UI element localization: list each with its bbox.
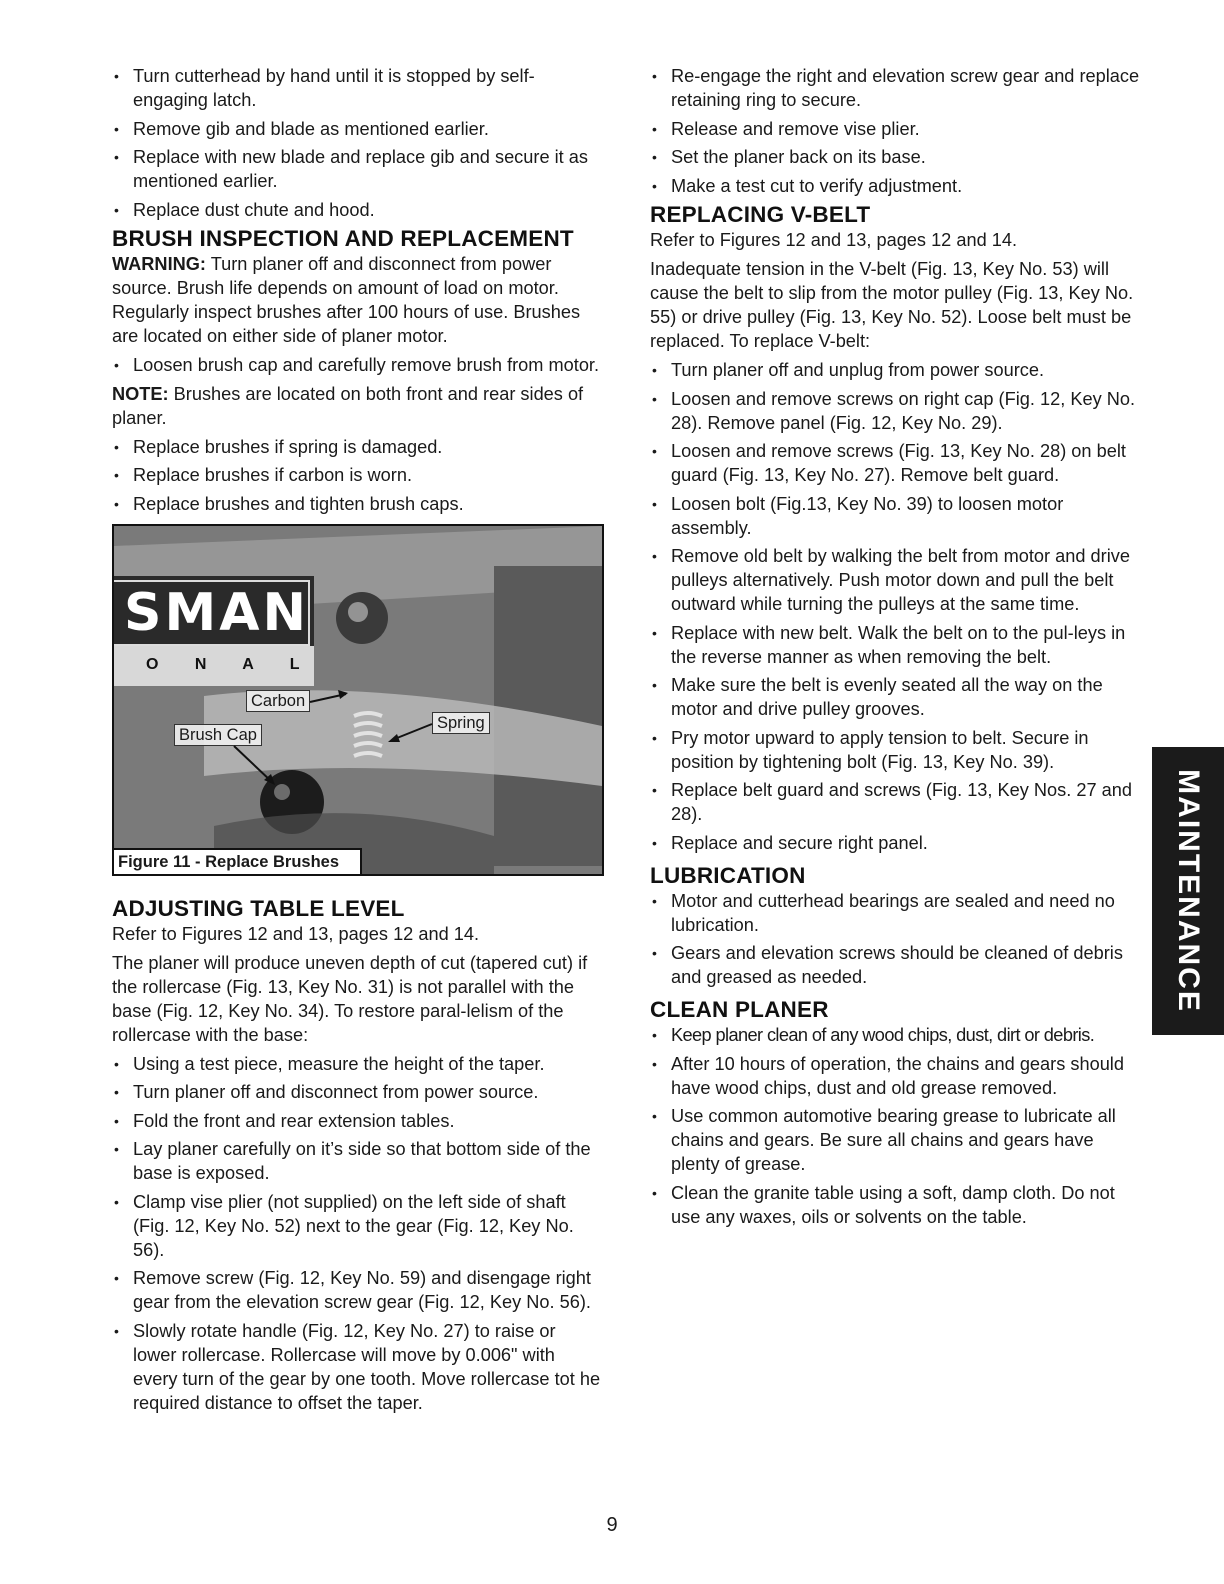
- list-item: • Turn planer off and unplug from power source.: [650, 358, 1142, 382]
- figure-caption: Figure 11 - Replace Brushes: [114, 848, 362, 874]
- table-level-ref: Refer to Figures 12 and 13, pages 12 and 14.: [112, 923, 480, 944]
- list-item: • Lay planer carefully on it’s side so that bottom side of the base is exposed.: [112, 1137, 602, 1185]
- note-label: NOTE:: [112, 383, 169, 404]
- callout-spring: Spring: [432, 712, 490, 734]
- list-item: • Replace brushes and tighten brush caps.: [112, 492, 602, 516]
- page-number: 9: [606, 1514, 618, 1536]
- warning-text: Turn planer off and disconnect from power source. Brush life depends on amount of load on motor. Regularly inspect brushes after 100 hours of use. Brushes are located on either side of planer motor.: [112, 254, 581, 346]
- list-item: • Replace brushes if carbon is worn.: [112, 463, 602, 487]
- brush-replace-list: [112, 435, 602, 516]
- list-item: • Loosen and remove screws on right cap (Fig. 12, Key No. 28). Remove panel (Fig. 12, Key No. 29).: [650, 387, 1142, 435]
- table-level-bullet-list: [112, 1052, 602, 1415]
- list-item: • Release and remove vise plier.: [650, 117, 1142, 141]
- list-item: • Set the planer back on its base.: [650, 145, 1142, 169]
- list-item: • Re-engage the right and elevation screw gear and replace retaining ring to secure.: [650, 64, 1142, 112]
- lubrication-heading: LUBRICATION: [650, 862, 806, 888]
- table-level-heading: ADJUSTING TABLE LEVEL: [112, 895, 405, 921]
- list-item: • Remove gib and blade as mentioned earlier.: [112, 117, 602, 141]
- vbelt-heading: REPLACING V-BELT: [650, 202, 871, 227]
- brand-logo-sub: O N A L: [146, 655, 316, 673]
- intro-bullet-list: [112, 64, 602, 222]
- list-item: • Fold the front and rear extension tables.: [112, 1109, 602, 1133]
- list-item: • Replace brushes if spring is damaged.: [112, 435, 602, 459]
- list-item: • Gears and elevation screws should be cleaned of debris and greased as needed.: [650, 941, 1142, 989]
- list-item: • Remove old belt by walking the belt from motor and drive pulleys alternatively. Push motor down and pull the belt outward while turning the pulleys at the same time.: [650, 544, 1142, 616]
- list-item: • Keep planer clean of any wood chips, dust, dirt or debris.: [650, 1023, 1142, 1047]
- list-item: • Loosen bolt (Fig.13, Key No. 39) to loosen motor assembly.: [650, 492, 1142, 540]
- brush-warning: [112, 252, 602, 348]
- list-item: • Motor and cutterhead bearings are sealed and need no lubrication.: [650, 889, 1142, 937]
- vbelt-bullet-list: [650, 358, 1142, 855]
- callout-arrows: [114, 526, 602, 874]
- list-item: • Replace with new blade and replace gib and secure it as mentioned earlier.: [112, 145, 602, 193]
- list-item: • Replace belt guard and screws (Fig. 13, Key Nos. 27 and 28).: [650, 778, 1142, 826]
- list-item: • Loosen brush cap and carefully remove brush from motor.: [112, 353, 602, 377]
- left-column: [112, 64, 602, 1419]
- list-item: • Pry motor upward to apply tension to belt. Secure in position by tightening bolt (Fig. 13, Key No. 39).: [650, 726, 1142, 774]
- right-column: [650, 64, 1142, 1233]
- list-item: • After 10 hours of operation, the chains and gears should have wood chips, dust and old grease removed.: [650, 1052, 1142, 1100]
- figure-brush-photo: [112, 524, 604, 876]
- list-item: • Slowly rotate handle (Fig. 12, Key No. 27) to raise or lower rollercase. Rollercase will move by 0.006" with every turn of the gear by one tooth. Move rollercase tot he required distance to offset the taper.: [112, 1319, 602, 1415]
- clean-planer-bullet-list: [650, 1023, 1142, 1229]
- list-item: • Clamp vise plier (not supplied) on the left side of shaft (Fig. 12, Key No. 52) next to the gear (Fig. 12, Key No. 56).: [112, 1190, 602, 1262]
- list-item: • Replace with new belt. Walk the belt on to the pul-leys in the reverse manner as when removing the belt.: [650, 621, 1142, 669]
- vbelt-ref: Refer to Figures 12 and 13, pages 12 and 14.: [650, 230, 1018, 250]
- callout-brush-cap: Brush Cap: [174, 724, 262, 746]
- clean-planer-heading: CLEAN PLANER: [650, 997, 829, 1022]
- section-side-tab: [1152, 747, 1224, 1035]
- list-item: • Clean the granite table using a soft, damp cloth. Do not use any waxes, oils or solvents on the table.: [650, 1181, 1142, 1229]
- vbelt-para: Inadequate tension in the V-belt (Fig. 13, Key No. 53) will cause the belt to slip from the motor pulley (Fig. 13, Key No. 55) or drive pulley (Fig. 13, Key No. 52). Loose belt must be replaced. To replace V-belt:: [650, 259, 1134, 351]
- table-level-para: The planer will produce uneven depth of cut (tapered cut) if the rollercase (Fig. 13, Key No. 31) is not parallel with the base (Fig. 12, Key No. 34). To restore paral-lelism of the rollercase with the base:: [112, 952, 588, 1045]
- list-item: • Turn planer off and disconnect from power source.: [112, 1080, 602, 1104]
- list-item: • Use common automotive bearing grease to lubricate all chains and gears. Be sure all chains and gears have plenty of grease.: [650, 1104, 1142, 1176]
- list-item: • Replace and secure right panel.: [650, 831, 1142, 855]
- brush-bullet-list: [112, 353, 602, 377]
- intro-bullet-list: [650, 64, 1142, 198]
- note-text: Brushes are located on both front and rear sides of planer.: [112, 383, 584, 428]
- list-item: • Replace dust chute and hood.: [112, 198, 602, 222]
- callout-carbon: Carbon: [246, 690, 310, 712]
- list-item: • Make a test cut to verify adjustment.: [650, 174, 1142, 198]
- warning-label: WARNING:: [112, 254, 206, 274]
- list-item: • Remove screw (Fig. 12, Key No. 59) and disengage right gear from the elevation screw gear (Fig. 12, Key No. 56).: [112, 1266, 602, 1314]
- list-item: • Using a test piece, measure the height of the taper.: [112, 1052, 602, 1076]
- list-item: • Loosen and remove screws (Fig. 13, Key No. 28) on belt guard (Fig. 13, Key No. 27). Remove belt guard.: [650, 439, 1142, 487]
- brush-heading: BRUSH INSPECTION AND REPLACEMENT: [112, 226, 574, 251]
- brush-note: [112, 382, 602, 430]
- brand-logo: SMAN: [114, 580, 310, 646]
- lubrication-bullet-list: [650, 889, 1142, 990]
- side-tab-label: MAINTENANCE: [1172, 769, 1205, 1013]
- list-item: • Turn cutterhead by hand until it is stopped by self-engaging latch.: [112, 64, 602, 112]
- list-item: • Make sure the belt is evenly seated all the way on the motor and drive pulley grooves.: [650, 673, 1142, 721]
